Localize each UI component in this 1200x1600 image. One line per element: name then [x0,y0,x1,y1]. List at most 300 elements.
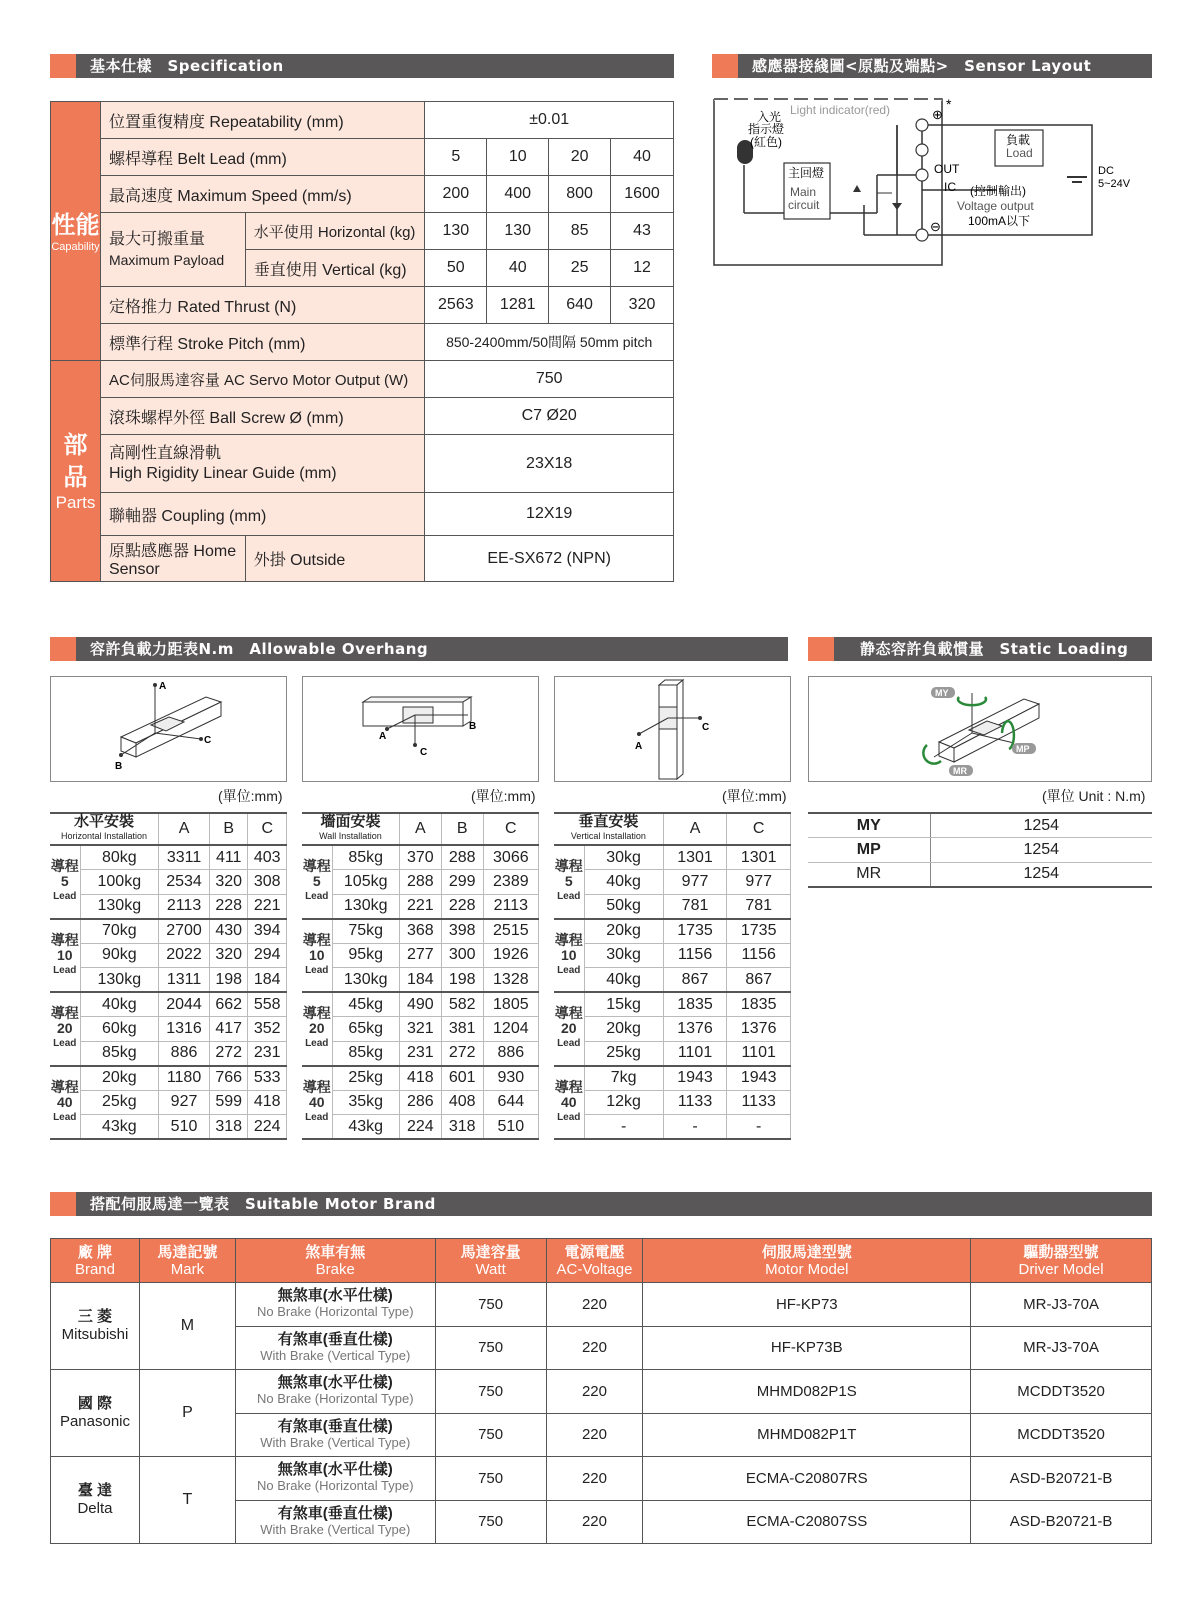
watt-cell: 750 [435,1413,546,1457]
belt-lead-value: 10 [487,139,549,176]
watt-cell: 750 [435,1326,546,1370]
diagram-label-b: B [469,721,477,732]
payload-vertical-value: 12 [611,250,674,287]
overhang-value: 430 [209,919,248,944]
motor-model-cell: HF-KP73B [643,1326,971,1370]
table-row [50,1017,287,1042]
overhang-value: 277 [399,943,441,968]
table-row [554,1115,791,1140]
watt-cell: 750 [435,1500,546,1544]
column-header: C [248,813,287,845]
voltage-cell: 220 [546,1500,643,1544]
overhang-value: 272 [441,1041,483,1066]
load-cell: 15kg [584,992,663,1017]
overhang-value: 381 [441,1017,483,1042]
stroke-pitch-label: 標準行程 Stroke Pitch (mm) [100,324,424,361]
horizontal-overhang-table [50,812,287,1140]
watt-cell: 750 [435,1370,546,1414]
static-value: 1254 [930,813,1152,838]
overhang-value: - [727,1115,791,1140]
column-header: 馬達容量 Watt [435,1239,546,1283]
overhang-value: 2044 [159,992,210,1017]
max-speed-label: 最高速度 Maximum Speed (mm/s) [100,176,424,213]
overhang-value: 394 [248,919,287,944]
max-speed-value: 200 [425,176,487,213]
motor-model-cell: ECMA-C20807RS [643,1457,971,1501]
belt-lead-value: 40 [611,139,674,176]
load-cell: 130kg [80,894,159,919]
brake-cell: 有煞車(垂直仕樣) With Brake (Vertical Type) [235,1413,435,1457]
overhang-value: 418 [248,1090,287,1115]
table-row [50,1041,287,1066]
overhang-value: 1376 [727,1017,791,1042]
table-row [51,1283,1152,1327]
overhang-value: 867 [727,968,791,993]
overhang-value: 294 [248,943,287,968]
overhang-value: 352 [248,1017,287,1042]
lead-group: 導程 20 Lead [302,992,332,1066]
overhang-value: 408 [441,1090,483,1115]
voltage-cell: 220 [546,1326,643,1370]
lead-group: 導程 40 Lead [302,1066,332,1140]
overhang-value: 228 [209,894,248,919]
ctrl-zh-label: (控制輸出) [970,184,1026,198]
voltage-cell: 220 [546,1457,643,1501]
table-row [50,968,287,993]
payload-horizontal-value: 85 [549,213,611,250]
coupling-label: 聯軸器 Coupling (mm) [100,493,424,536]
spec-table [50,101,674,582]
static-key: MP [808,838,930,863]
diagram-label-c: C [420,747,428,758]
table-row [554,870,791,895]
overhang-value: 1133 [663,1090,727,1115]
rated-thrust-value: 640 [549,287,611,324]
static-loading-table [808,812,1152,888]
rated-thrust-value: 320 [611,287,674,324]
column-header: B [209,813,248,845]
motor-model-cell: HF-KP73 [643,1283,971,1327]
payload-horizontal-value: 43 [611,213,674,250]
overhang-value: 533 [248,1066,287,1091]
table-row [51,1370,1152,1414]
overhang-unit: (單位:mm) [218,788,283,804]
overhang-value: 321 [399,1017,441,1042]
overhang-value: 228 [441,894,483,919]
in-light-label: 入光 [757,110,782,124]
payload-label: 最大可搬重量 Maximum Payload [100,213,245,287]
linear-guide-label: 高剛性直線滑軌 High Rigidity Linear Guide (mm) [100,435,424,493]
overhang-value: 886 [483,1041,538,1066]
overhang-value: 1301 [663,845,727,870]
table-row [302,870,539,895]
brand-cell: 國 際 Panasonic [51,1370,140,1457]
load-cell: 85kg [332,1041,399,1066]
payload-vertical-value: 50 [425,250,487,287]
rated-thrust-value: 1281 [487,287,549,324]
static-loading-diagram [808,676,1152,782]
load-cell: 25kg [584,1041,663,1066]
load-cell: 130kg [332,894,399,919]
plus-terminal: ⊕ [932,107,943,122]
horizontal-installation-diagram [50,676,287,782]
home-sensor-label: 原點感應器 Home Sensor [100,536,245,582]
load-cell: 85kg [80,1041,159,1066]
load-cell: 43kg [332,1115,399,1140]
light-indicator-label: Light indicator(red) [790,103,891,117]
overhang-value: 1204 [483,1017,538,1042]
overhang-value: 231 [399,1041,441,1066]
static-key: MY [808,813,930,838]
max-speed-value: 1600 [611,176,674,213]
overhang-value: 1735 [663,919,727,944]
wall-installation-diagram [302,676,539,782]
sensor-layout-diagram [712,95,1162,270]
table-row [50,894,287,919]
load-cell: 25kg [80,1090,159,1115]
motor-brand-table [50,1238,1152,1544]
lead-group: 導程 10 Lead [554,919,584,993]
table-row [50,1090,287,1115]
lead-group: 導程 40 Lead [554,1066,584,1140]
load-cell: 43kg [80,1115,159,1140]
overhang-value: 308 [248,870,287,895]
lead-group: 導程 10 Lead [302,919,332,993]
sensor-header: 感應器接綫圖<原點及端點> Sensor Layout [712,54,1152,78]
overhang-value: 2113 [159,894,210,919]
load-cell: 20kg [584,919,663,944]
overhang-value: 3066 [483,845,538,870]
load-cell: 95kg [332,943,399,968]
servo-output-label: AC伺服馬達容量 AC Servo Motor Output (W) [100,361,424,398]
payload-horizontal-label: 水平使用 Horizontal (kg) [245,213,425,250]
overhang-value: 231 [248,1041,287,1066]
overhang-value: 601 [441,1066,483,1091]
column-header: 電源電壓 AC-Voltage [546,1239,643,1283]
ball-screw-label: 滾珠螺桿外徑 Ball Screw Ø (mm) [100,398,424,435]
brake-cell: 無煞車(水平仕樣) No Brake (Horizontal Type) [235,1457,435,1501]
overhang-value: 221 [248,894,287,919]
mark-cell: P [139,1370,235,1457]
voltage-cell: 220 [546,1283,643,1327]
overhang-value: 867 [663,968,727,993]
watt-cell: 750 [435,1283,546,1327]
diagram-label-b: B [115,761,123,772]
load-cell: 30kg [584,845,663,870]
overhang-header: 容許負載力距表N.m Allowable Overhang [50,637,788,661]
overhang-value: 1835 [663,992,727,1017]
table-row [302,1041,539,1066]
column-header: 煞車有無 Brake [235,1239,435,1283]
load-cell: 130kg [332,968,399,993]
overhang-value: 403 [248,845,287,870]
load-cell: 20kg [80,1066,159,1091]
overhang-value: 781 [727,894,791,919]
table-row [554,894,791,919]
overhang-value: 2534 [159,870,210,895]
overhang-value: 320 [209,870,248,895]
static-value: 1254 [930,862,1152,887]
payload-horizontal-value: 130 [425,213,487,250]
servo-output-value: 750 [425,361,674,398]
table-row [51,1457,1152,1501]
overhang-value: 1301 [727,845,791,870]
brake-cell: 無煞車(水平仕樣) No Brake (Horizontal Type) [235,1283,435,1327]
parts-category: 部品 Parts [51,361,101,582]
diagram-label-c: C [204,735,212,746]
load-cell: 90kg [80,943,159,968]
overhang-value: 418 [399,1066,441,1091]
overhang-value: 198 [209,968,248,993]
column-header: A [159,813,210,845]
table-row [50,992,287,1017]
main-en-label: circuit [788,198,820,212]
overhang-value: 977 [663,870,727,895]
table-row [808,813,1152,838]
star-mark: * [946,96,952,112]
diagram-label-a: A [635,741,643,752]
load-cell: 40kg [80,992,159,1017]
brand-cell: 臺 達 Delta [51,1457,140,1544]
payload-horizontal-value: 130 [487,213,549,250]
column-header: C [727,813,791,845]
overhang-value: 1735 [727,919,791,944]
overhang-value: 1926 [483,943,538,968]
overhang-value: 184 [399,968,441,993]
overhang-value: 2113 [483,894,538,919]
load-cell: 20kg [584,1017,663,1042]
overhang-value: 558 [248,992,287,1017]
table-row [554,845,791,870]
ball-screw-value: C7 Ø20 [425,398,674,435]
table-row [50,943,287,968]
table-row [808,838,1152,863]
watt-cell: 750 [435,1457,546,1501]
lead-group: 導程 5 Lead [554,845,584,919]
motor-model-cell: ECMA-C20807SS [643,1500,971,1544]
ic-label: IC [944,180,956,194]
table-row [808,862,1152,887]
brake-cell: 無煞車(水平仕樣) No Brake (Horizontal Type) [235,1370,435,1414]
motor-header: 搭配伺服馬達一覽表 Suitable Motor Brand [50,1192,1152,1216]
lead-group: 導程 20 Lead [50,992,80,1066]
main-zh-label: 主回燈 [788,166,825,180]
dc-label: DC [1098,165,1114,177]
column-header: 廠 牌 Brand [51,1239,140,1283]
column-header: 驅動器型號 Driver Model [971,1239,1152,1283]
load-en-label: Load [1006,146,1033,160]
installation-title: 水平安裝 Horizontal Installation [50,813,159,845]
driver-model-cell: MCDDT3520 [971,1370,1152,1414]
load-cell: 80kg [80,845,159,870]
overhang-value: 781 [663,894,727,919]
diagram-label-c: C [702,722,710,733]
table-row [554,1017,791,1042]
table-row [50,919,287,944]
load-cell: 50kg [584,894,663,919]
payload-vertical-value: 25 [549,250,611,287]
overhang-value: 1805 [483,992,538,1017]
table-row [302,1115,539,1140]
installation-title: 墻面安裝 Wall Installation [302,813,399,845]
overhang-value: 1328 [483,968,538,993]
overhang-value: 977 [727,870,791,895]
load-cell: 60kg [80,1017,159,1042]
table-row [302,1017,539,1042]
overhang-value: 368 [399,919,441,944]
column-header: 馬達記號 Mark [139,1239,235,1283]
overhang-value: 1316 [159,1017,210,1042]
column-header: B [441,813,483,845]
belt-lead-value: 5 [425,139,487,176]
column-header: 伺服馬達型號 Motor Model [643,1239,971,1283]
overhang-value: 2515 [483,919,538,944]
voltage-output-label: Voltage output [957,199,1034,213]
overhang-value: 510 [159,1115,210,1140]
overhang-value: 224 [399,1115,441,1140]
red-zh-label: (紅色) [750,135,782,149]
lead-group: 導程 20 Lead [554,992,584,1066]
overhang-value: 662 [209,992,248,1017]
max-speed-value: 800 [549,176,611,213]
overhang-value: 320 [209,943,248,968]
overhang-value: 1156 [663,943,727,968]
table-row [554,968,791,993]
static-unit: (單位 Unit : N.m) [1042,788,1146,804]
static-key: MR [808,862,930,887]
table-row [302,943,539,968]
overhang-value: 1943 [727,1066,791,1091]
minus-terminal: ⊖ [930,219,941,234]
vertical-installation-diagram [554,676,791,782]
overhang-value: 927 [159,1090,210,1115]
main-en-label: Main [790,185,817,199]
mark-cell: T [139,1457,235,1544]
overhang-value: - [663,1115,727,1140]
overhang-value: 411 [209,845,248,870]
table-row [554,943,791,968]
overhang-value: 599 [209,1090,248,1115]
overhang-value: 299 [441,870,483,895]
mr-tag: MR [953,766,967,776]
overhang-value: 644 [483,1090,538,1115]
table-row [554,1066,791,1091]
overhang-value: 766 [209,1066,248,1091]
column-header: A [663,813,727,845]
brand-cell: 三 菱 Mitsubishi [51,1283,140,1370]
overhang-value: 930 [483,1066,538,1091]
overhang-value: 1133 [727,1090,791,1115]
overhang-value: 2700 [159,919,210,944]
table-row [302,845,539,870]
brake-cell: 有煞車(垂直仕樣) With Brake (Vertical Type) [235,1326,435,1370]
table-row [554,992,791,1017]
stroke-pitch-value: 850-2400mm/50間隔 50mm pitch [425,324,674,361]
static-header: 静态容許負載慣量 Static Loading [808,637,1152,661]
table-row [302,1090,539,1115]
overhang-value: 370 [399,845,441,870]
overhang-value: 1180 [159,1066,210,1091]
repeatability-label: 位置重復精度 Repeatability (mm) [100,102,424,139]
driver-model-cell: MR-J3-70A [971,1283,1152,1327]
payload-vertical-label: 垂直使用 Vertical (kg) [245,250,425,287]
rated-thrust-value: 2563 [425,287,487,324]
table-row [50,1066,287,1091]
table-row [302,1066,539,1091]
overhang-value: 224 [248,1115,287,1140]
table-row [554,1090,791,1115]
table-row [50,1115,287,1140]
load-cell: 105kg [332,870,399,895]
overhang-value: 417 [209,1017,248,1042]
overhang-value: 490 [399,992,441,1017]
load-cell: 30kg [584,943,663,968]
overhang-value: 286 [399,1090,441,1115]
load-cell: 75kg [332,919,399,944]
capability-category: 性能 Capability [51,102,101,361]
overhang-value: 1376 [663,1017,727,1042]
installation-title: 垂直安裝 Vertical Installation [554,813,663,845]
overhang-value: 198 [441,968,483,993]
load-zh-label: 負載 [1006,133,1031,147]
driver-model-cell: MCDDT3520 [971,1413,1152,1457]
diagram-label-a: A [159,681,167,692]
overhang-unit: (單位:mm) [471,788,536,804]
driver-model-cell: MR-J3-70A [971,1326,1152,1370]
motor-model-cell: MHMD082P1T [643,1413,971,1457]
overhang-value: 582 [441,992,483,1017]
spec-header: 基本仕樣 Specification [50,54,674,78]
my-tag: MY [935,688,949,698]
lead-group: 導程 10 Lead [50,919,80,993]
home-sensor-sub: 外掛 Outside [245,536,425,582]
overhang-value: 184 [248,968,287,993]
overhang-value: 318 [441,1115,483,1140]
diagram-label-a: A [379,731,387,742]
overhang-value: 398 [441,919,483,944]
load-cell: 12kg [584,1090,663,1115]
overhang-value: 272 [209,1041,248,1066]
repeatability-value: ±0.01 [425,102,674,139]
table-row [50,845,287,870]
indicator-zh-label: 指示燈 [748,122,785,136]
load-cell: 100kg [80,870,159,895]
table-row [302,992,539,1017]
table-row [302,919,539,944]
lead-group: 導程 40 Lead [50,1066,80,1140]
static-value: 1254 [930,838,1152,863]
column-header: C [483,813,538,845]
out-label: OUT [934,162,960,176]
overhang-value: 1101 [663,1041,727,1066]
coupling-value: 12X19 [425,493,674,536]
mark-cell: M [139,1283,235,1370]
table-row [302,968,539,993]
load-cell: - [584,1115,663,1140]
load-cell: 25kg [332,1066,399,1091]
table-row [554,1041,791,1066]
payload-vertical-value: 40 [487,250,549,287]
overhang-value: 1943 [663,1066,727,1091]
lead-group: 導程 5 Lead [50,845,80,919]
overhang-value: 1156 [727,943,791,968]
load-cell: 35kg [332,1090,399,1115]
overhang-value: 3311 [159,845,210,870]
overhang-value: 886 [159,1041,210,1066]
overhang-value: 1311 [159,968,210,993]
load-cell: 40kg [584,968,663,993]
overhang-value: 288 [399,870,441,895]
